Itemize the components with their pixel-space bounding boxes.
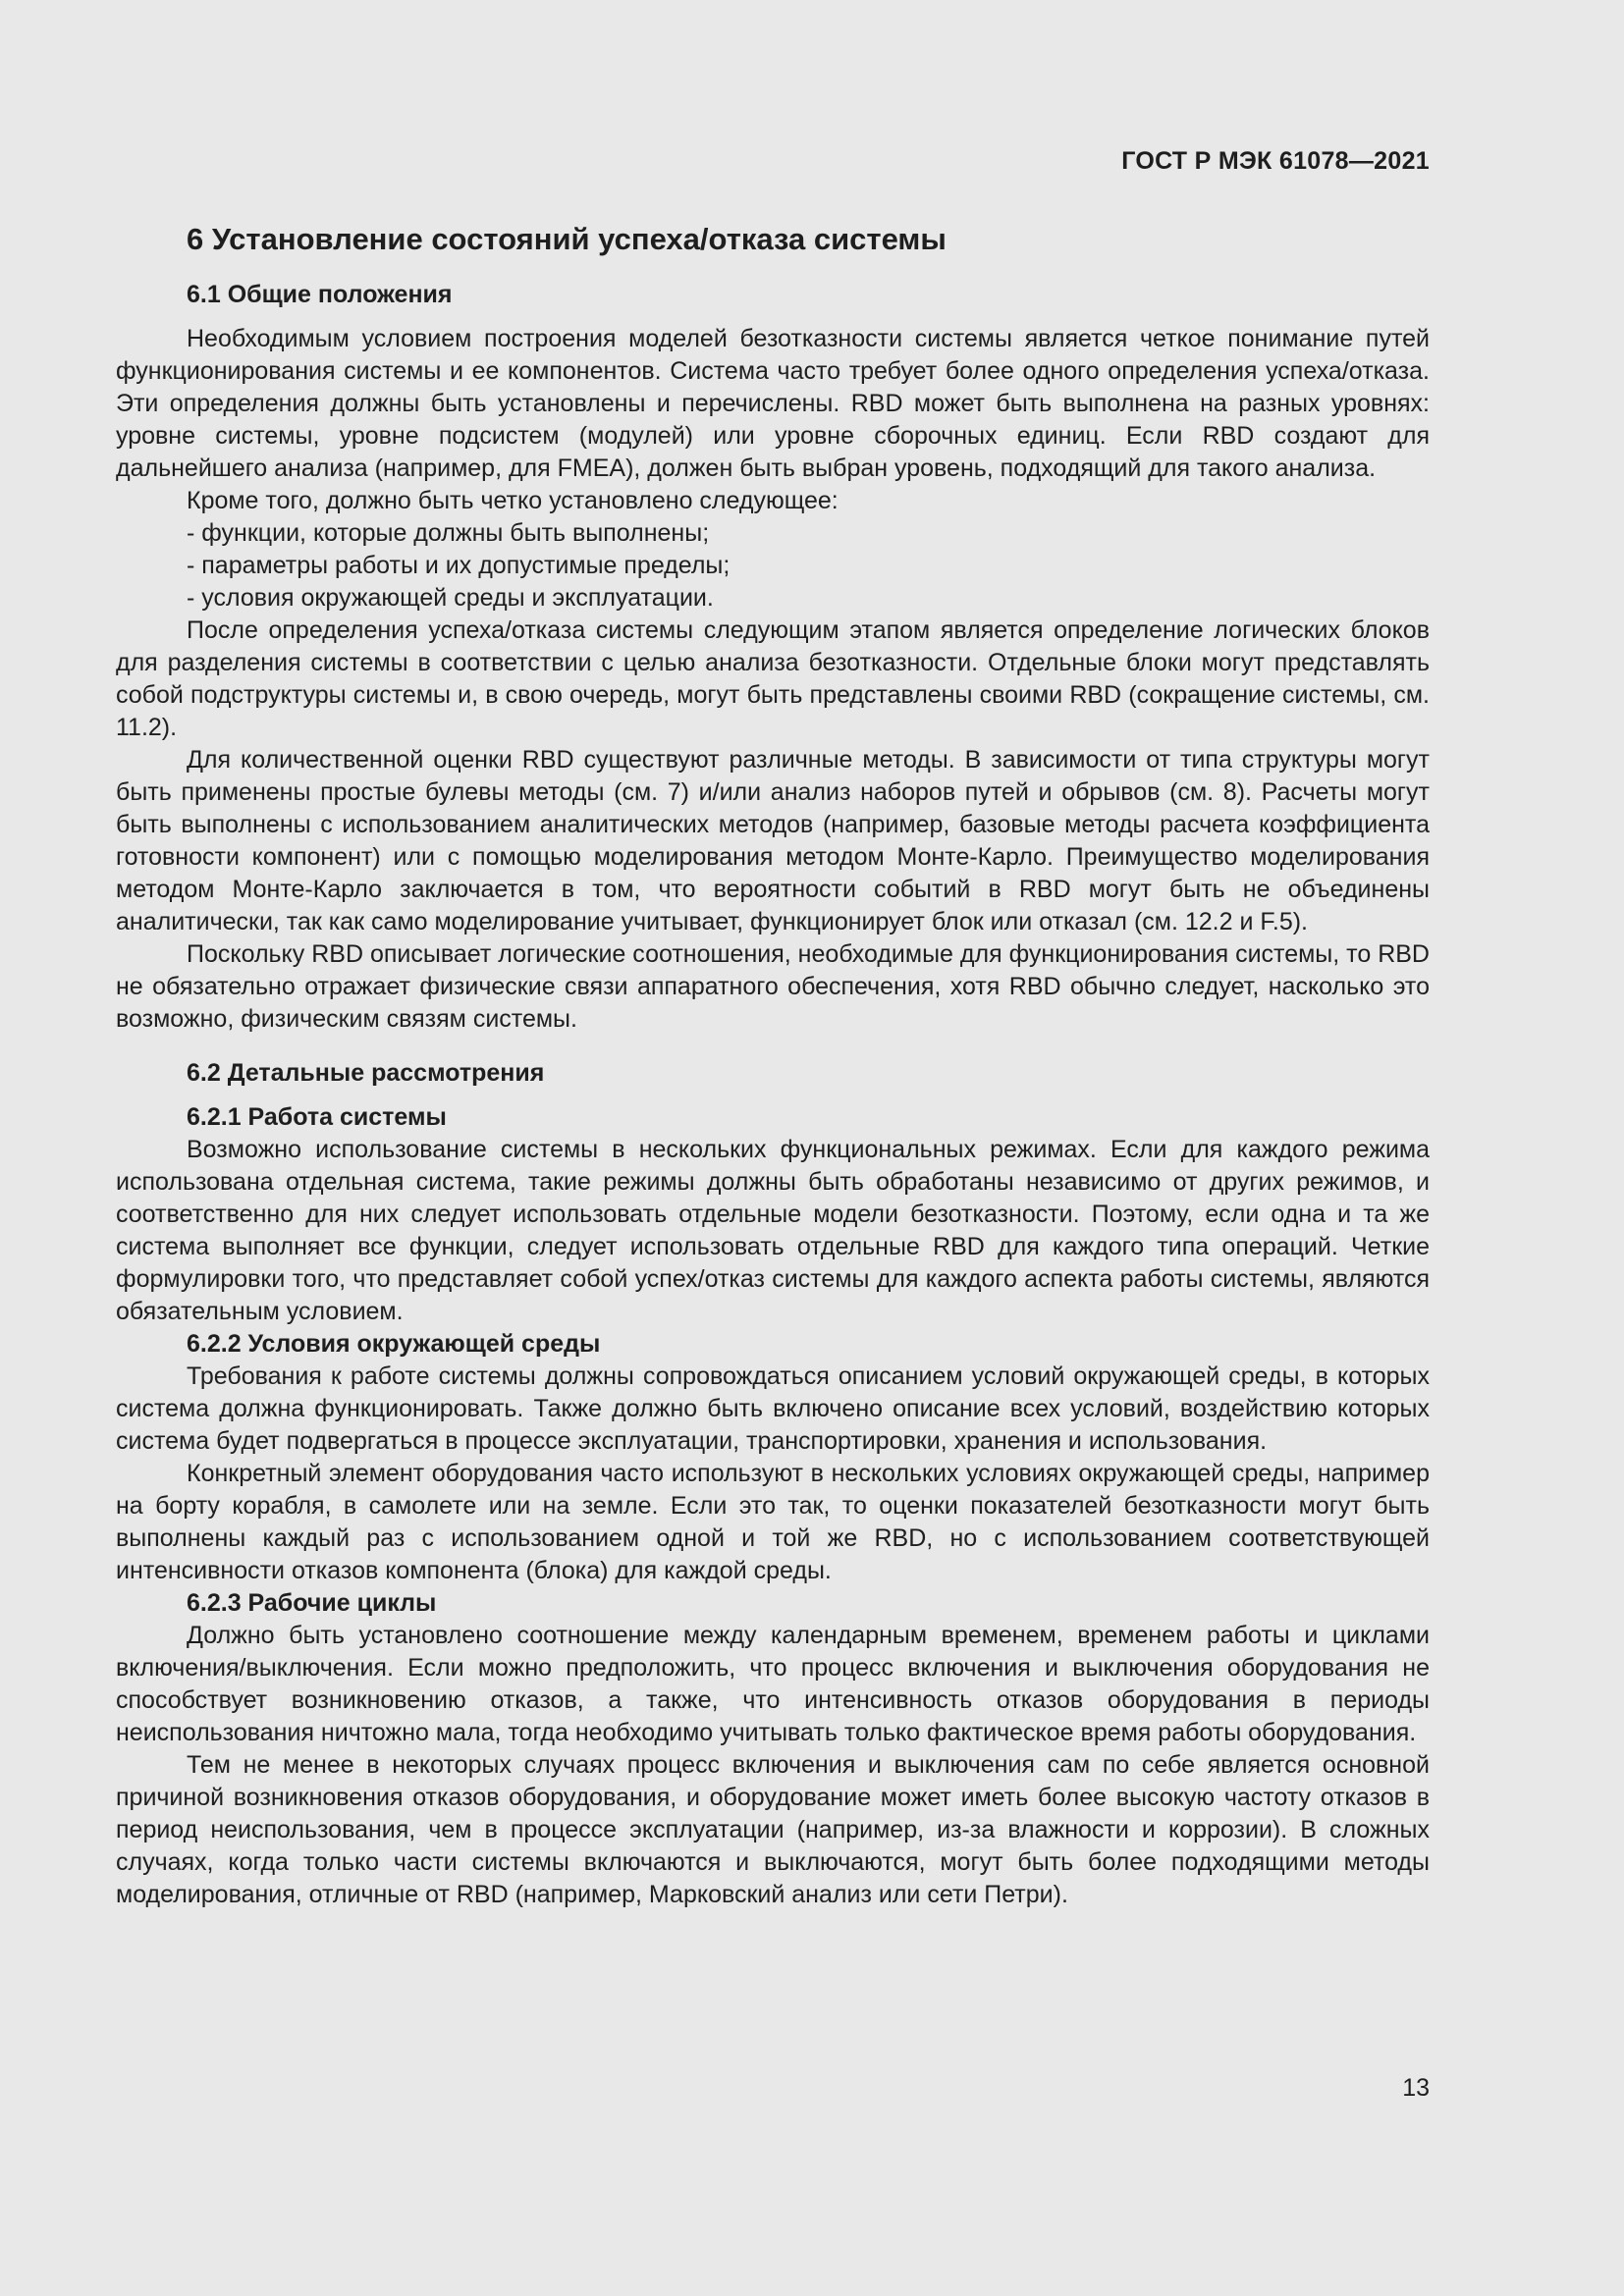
paragraph-6-1-4: Для количественной оценки RBD существуют различные методы. В зависимости от типа структуры могут быть применены простые булевы методы (см. 7) и/или анализ наборов путей и обрывов (см. 8). Расчеты могут быть выполнены с использованием аналитических методов (например, базовые методы расчета коэффициента готовности компонент) или с помощью моделирования методом Монте-Карло. Преимущество моделирования методом Монте-Карло заключается в том, что вероятности событий в RBD могут быть не объединены аналитически, так как само моделирование учитывает, функционирует блок или отказал (см. 12.2 и F.5). (116, 746, 1430, 935)
page-number: 13 (1402, 2074, 1430, 2102)
subsection-title-6-2-1: 6.2.1 Работа системы (187, 1103, 447, 1131)
section-title: 6 Установление состояний успеха/отказа системы (187, 222, 947, 256)
subsection-title-6-1: 6.1 Общие положения (187, 281, 453, 308)
paragraph-6-2-2-2: Конкретный элемент оборудования часто используют в нескольких условиях окружающей среды, например на борту корабля, в самолете или на земле. Если это так, то оценки показателей безотказности могут быть выполнены каждый раз с использованием одной и той же RBD, но с использованием соответствующей интенсивности отказов компонента (блока) для каждой среды. (116, 1460, 1430, 1584)
paragraph-6-1-2: Кроме того, должно быть четко установлено следующее: (187, 487, 839, 514)
list-item: - функции, которые должны быть выполнены; (187, 519, 710, 547)
paragraph-6-1-5: Поскольку RBD описывает логические соотношения, необходимые для функционирования системы, то RBD не обязательно отражает физические связи аппаратного обеспечения, хотя RBD обычно следует, насколько это возможно, физическим связям системы. (116, 940, 1430, 1033)
list-item: - параметры работы и их допустимые пределы; (187, 552, 731, 579)
paragraph-6-2-3-1: Должно быть установлено соотношение между календарным временем, временем работы и циклами включения/выключения. Если можно предположить, что процесс включения и выключения оборудования не способствует возникновению отказов, а также, что интенсивность отказов оборудования в периоды неиспользования ничтожно мала, тогда необходимо учитывать только фактическое время работы оборудования. (116, 1622, 1430, 1746)
subsection-title-6-2-2: 6.2.2 Условия окружающей среды (187, 1330, 601, 1358)
subsection-title-6-2-3: 6.2.3 Рабочие циклы (187, 1589, 437, 1617)
paragraph-6-2-3-2: Тем не менее в некоторых случаях процесс включения и выключения сам по себе является основной причиной возникновения отказов оборудования, и оборудование может иметь более высокую частоту отказов в период неиспользования, чем в процессе эксплуатации (например, из-за влажности и коррозии). В сложных случаях, когда только части системы включаются и выключаются, могут быть более подходящими методы моделирования, отличные от RBD (например, Марковский анализ или сети Петри). (116, 1751, 1430, 1908)
document-code-header: ГОСТ Р МЭК 61078—2021 (1121, 147, 1430, 175)
paragraph-6-2-2-1: Требования к работе системы должны сопровождаться описанием условий окружающей среды, в которых система должна функционировать. Также должно быть включено описание всех условий, воздействию которых система будет подвергаться в процессе эксплуатации, транспортировки, хранения и использования. (116, 1362, 1430, 1455)
list-item: - условия окружающей среды и эксплуатации. (187, 584, 714, 612)
subsection-title-6-2: 6.2 Детальные рассмотрения (187, 1059, 545, 1087)
paragraph-6-2-1-1: Возможно использование системы в нескольких функциональных режимах. Если для каждого режима использована отдельная система, такие режимы должны быть обработаны независимо от других режимов, и соответственно для них следует использовать отдельные модели безотказности. Поэтому, если одна и та же система выполняет все функции, следует использовать отдельные RBD для каждого типа операций. Четкие формулировки того, что представляет собой успех/отказ системы для каждого аспекта работы системы, являются обязательным условием. (116, 1136, 1430, 1325)
paragraph-6-1-1: Необходимым условием построения моделей безотказности системы является четкое понимание путей функционирования системы и ее компонентов. Система часто требует более одного определения успеха/отказа. Эти определения должны быть установлены и перечислены. RBD может быть выполнена на разных уровнях: уровне системы, уровне подсистем (модулей) или уровне сборочных единиц. Если RBD создают для дальнейшего анализа (например, для FMEA), должен быть выбран уровень, подходящий для такого анализа. (116, 325, 1430, 482)
page-content (116, 220, 1430, 1911)
requirements-list (116, 517, 1430, 614)
paragraph-6-1-3: После определения успеха/отказа системы следующим этапом является определение логических блоков для разделения системы в соответствии с целью анализа безотказности. Отдельные блоки могут представлять собой подструктуры системы и, в свою очередь, могут быть представлены своими RBD (сокращение системы, см. 11.2). (116, 616, 1430, 741)
